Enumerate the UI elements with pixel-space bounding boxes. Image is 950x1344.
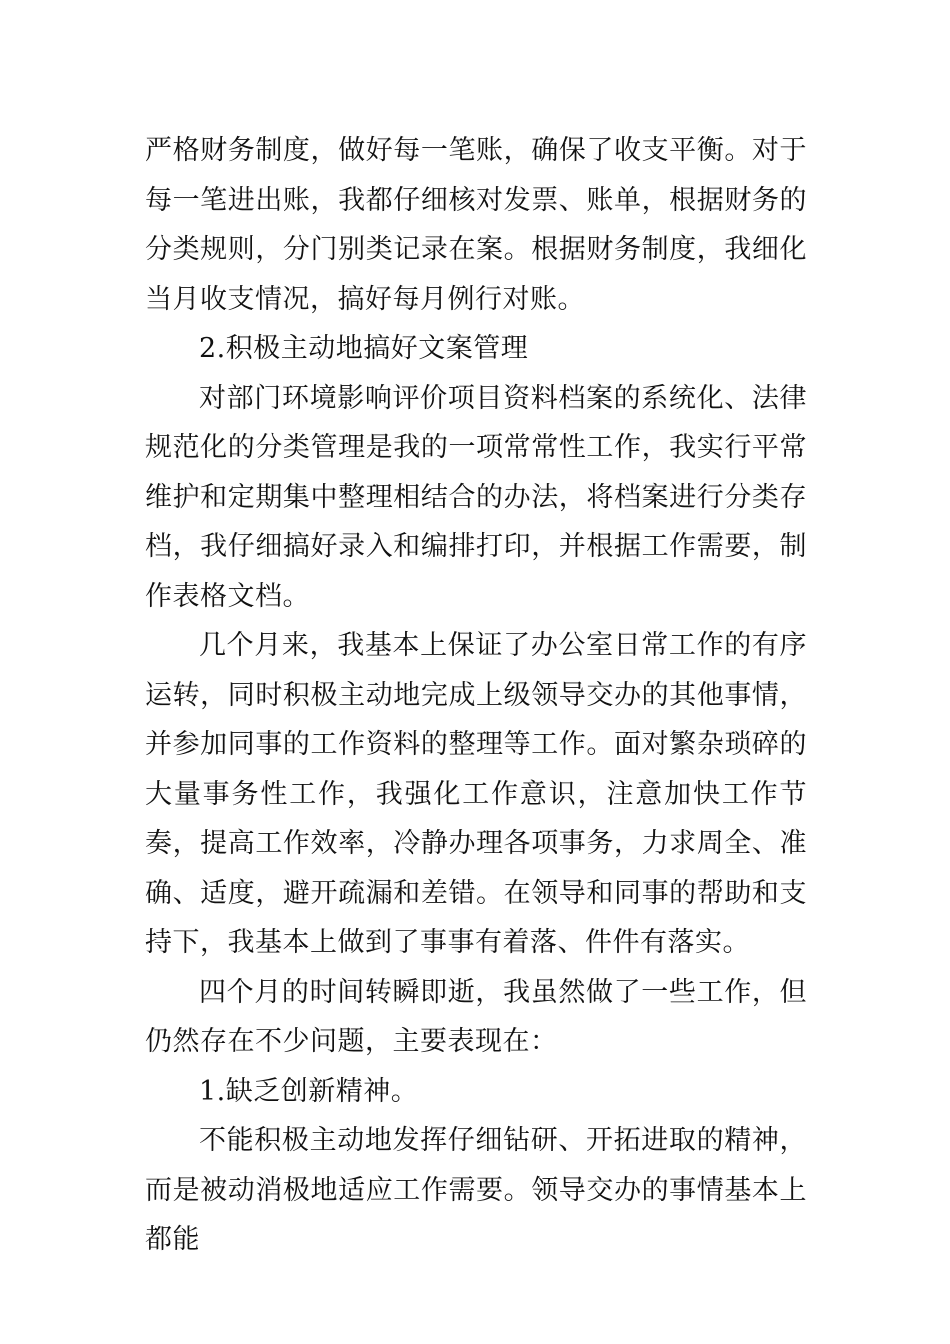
section-heading-document-management: 2.积极主动地搞好文案管理 xyxy=(199,333,529,364)
document-body xyxy=(145,126,807,1265)
paragraph-archive-management: 对部门环境影响评价项目资料档案的系统化、法律规范化的分类管理是我的一项常常性工作，我实行平常维护和定期集中整理相结合的办法，将档案进行分类存档，我仔细搞好录入和编排打印，并根据工作需要，制作表格文档。 xyxy=(145,382,807,612)
section-heading-lack-of-innovation: 1.缺乏创新精神。 xyxy=(199,1075,419,1107)
paragraph-daily-work-summary: 几个月来，我基本上保证了办公室日常工作的有序运转，同时积极主动地完成上级领导交办的其他事情，并参加同事的工作资料的整理等工作。面对繁杂琐碎的大量事务性工作，我强化工作意识，注意加快工作节奏，提高工作效率，冷静办理各项事务，力求周全、准确、适度，避开疏漏和差错。在领导和同事的帮助和支持下，我基本上做到了事事有着落、件件有落实。 xyxy=(145,630,807,958)
paragraph-finance-continuation: 严格财务制度，做好每一笔账，确保了收支平衡。对于每一笔进出账，我都仔细核对发票、账单，根据财务的分类规则，分门别类记录在案。根据财务制度，我细化当月收支情况，搞好每月例行对账。 xyxy=(145,135,807,315)
paragraph-innovation-detail: 不能积极主动地发挥仔细钻研、开拓进取的精神，而是被动消极地适应工作需要。领导交办的事情基本上都能 xyxy=(145,1125,807,1255)
paragraph-problems-intro: 四个月的时间转瞬即逝，我虽然做了一些工作，但仍然存在不少问题，主要表现在： xyxy=(145,976,807,1057)
